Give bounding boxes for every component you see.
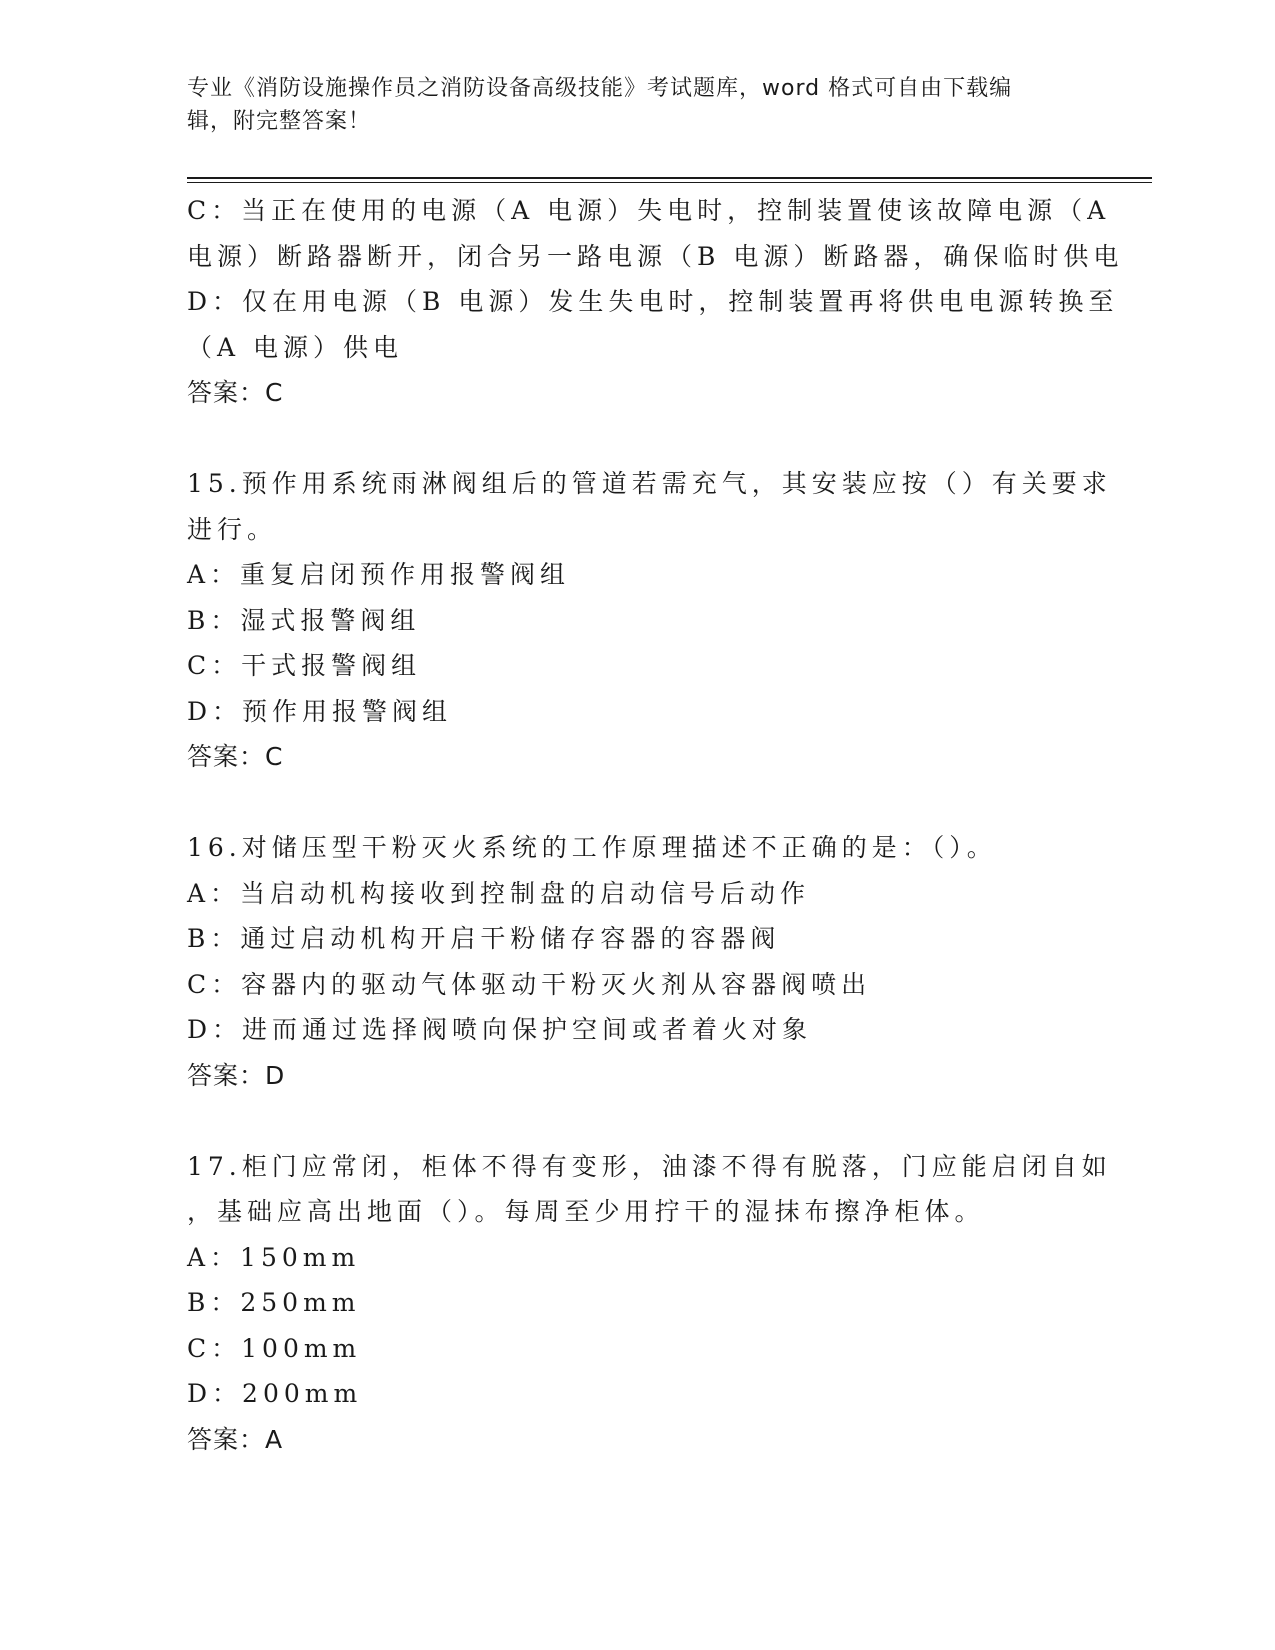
option-a: A：当启动机构接收到控制盘的启动信号后动作 xyxy=(187,878,811,908)
question-16 xyxy=(187,825,1087,1098)
spacer xyxy=(187,780,1087,826)
question-15 xyxy=(187,461,1112,780)
answer-line: 答案：A xyxy=(187,1424,284,1454)
option-d: D：进而通过选择阀喷向保护空间或者着火对象 xyxy=(187,1015,813,1044)
question-stem-line-2: 进行。 xyxy=(187,514,278,544)
spacer xyxy=(187,416,1087,462)
header-line-2: 辑，附完整答案！ xyxy=(187,109,372,134)
option-a: A：重复启闭预作用报警阀组 xyxy=(187,560,571,589)
option-d-line-2: （A 电源）供电 xyxy=(187,332,404,362)
question-stem-line-1: 16.对储压型干粉灭火系统的工作原理描述不正确的是：（）。 xyxy=(187,833,997,862)
question-stem-line-1: 17.柜门应常闭，柜体不得有变形，油漆不得有脱落，门应能启闭自如 xyxy=(187,1151,1112,1181)
answer-line: 答案：C xyxy=(187,378,284,407)
option-c-line-1: C：当正在使用的电源（A 电源）失电时，控制装置使该故障电源（A xyxy=(187,196,1111,225)
question-17 xyxy=(187,1144,1112,1463)
spacer xyxy=(187,1098,1087,1144)
option-d: D：200mm xyxy=(187,1379,363,1408)
header-divider-thick xyxy=(187,177,1152,179)
answer-line: 答案：C xyxy=(187,742,284,771)
header-line-1: 专业《消防设施操作员之消防设备高级技能》考试题库，word 格式可自由下载编 xyxy=(187,76,1013,101)
option-d: D：预作用报警阀组 xyxy=(187,696,453,726)
answer-line: 答案：D xyxy=(187,1060,286,1090)
option-b: B：250mm xyxy=(187,1288,361,1317)
question-stem-line-1: 15.预作用系统雨淋阀组后的管道若需充气，其安装应按（）有关要求 xyxy=(187,469,1112,498)
document-header xyxy=(187,72,1067,138)
option-c-line-2: 电源）断路器断开，闭合另一路电源（B 电源）断路器，确保临时供电 xyxy=(187,241,1124,271)
option-c: C：容器内的驱动气体驱动干粉灭火剂从容器阀喷出 xyxy=(187,969,872,999)
document-body xyxy=(187,188,1124,1462)
option-b: B：湿式报警阀组 xyxy=(187,605,421,635)
question-stem-line-2: ，基础应高出地面（）。每周至少用拧干的湿抹布擦净柜体。 xyxy=(187,1197,985,1226)
option-d-line-1: D：仅在用电源（B 电源）发生失电时，控制装置再将供电电源转换至 xyxy=(187,287,1119,316)
option-a: A：150mm xyxy=(187,1242,361,1272)
question-continuation xyxy=(187,188,1124,416)
option-c: C：干式报警阀组 xyxy=(187,651,422,680)
header-divider-thin xyxy=(187,182,1152,183)
option-c: C：100mm xyxy=(187,1333,362,1363)
option-b: B：通过启动机构开启干粉储存容器的容器阀 xyxy=(187,924,781,953)
